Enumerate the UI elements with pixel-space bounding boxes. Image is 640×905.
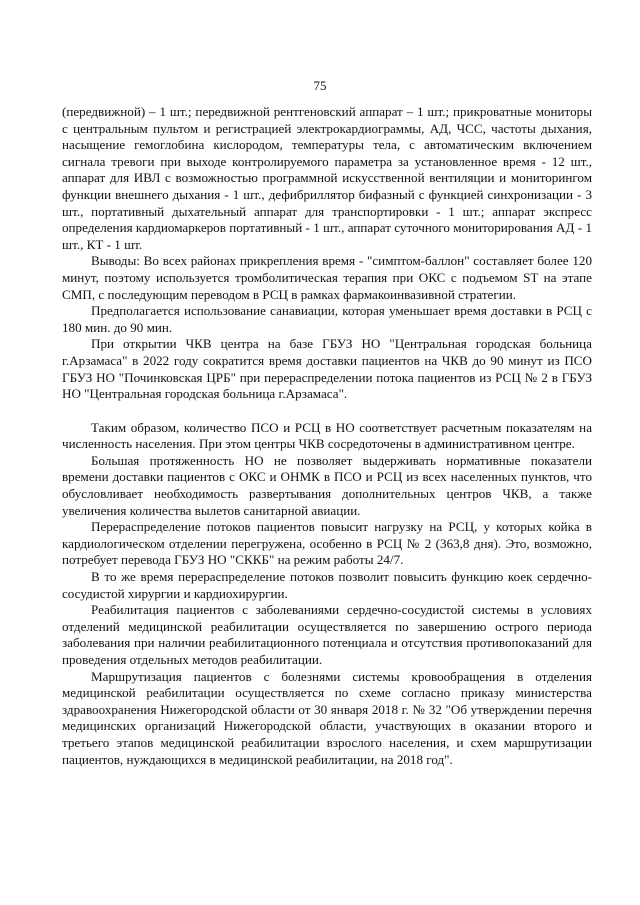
- paragraph-distance: Большая протяженность НО не позволяет выдерживать нормативные показатели времени доставки пациентов с ОКС и ОНМК в ПСО и РСЦ из всех населенных пунктов, что обусловливает необходимость развертывания дополнительных центров ЧКВ, а также увеличения количества вылетов санитарной авиации.: [62, 452, 592, 518]
- paragraph-summary: Таким образом, количество ПСО и РСЦ в НО соответствует расчетным показателям на численность населения. При этом центры ЧКВ сосредоточены в административном центре.: [62, 419, 592, 452]
- paragraph-gap: [62, 403, 592, 420]
- paragraph-bed-function: В то же время перераспределение потоков позволит повысить функцию коек сердечно-сосудистой хирургии и кардиохирургии.: [62, 569, 592, 601]
- paragraph-redistribution: Перераспределение потоков пациентов повысит нагрузку на РСЦ, у которых койка в кардиологическом отделении перегружена, особенно в РСЦ № 2 (363,8 дня). Это, возможно, потребует перевода ГБУЗ НО "СККБ" на режим работы 24/7.: [62, 519, 592, 568]
- paragraph-pci-center: При открытии ЧКВ центра на базе ГБУЗ НО "Центральная городская больница г.Арзамаса" в 2022 году сократится время доставки пациентов на ЧКВ до 90 минут из ПСО ГБУЗ НО "Починковская ЦРБ" при перераспределении потока пациентов из РСЦ № 2 в ГБУЗ НО "Центральная городская больница г.Арзамаса".: [62, 336, 592, 402]
- page-number: 75: [313, 78, 327, 93]
- paragraph-conclusions: Выводы: Во всех районах прикрепления время - "симптом-баллон" составляет более 120 минут, поэтому используется тромболитическая терапия при ОКС с подъемом ST на этапе СМП, с последующим переводом в РСЦ в рамках фармакоинвазивной стратегии.: [62, 253, 592, 302]
- document-body: [62, 68, 592, 768]
- paragraph-sanaviation: Предполагается использование санавиации, которая уменьшает время доставки в РСЦ с 180 мин. до 90 мин.: [62, 303, 592, 335]
- paragraph-equipment-list: (передвижной) – 1 шт.; передвижной рентгеновский аппарат – 1 шт.; прикроватные мониторы с центральным пультом и регистрацией электрокардиограммы, АД, ЧСС, частоты дыхания, насыщение гемоглобина кислородом, температуры тела, с автоматическим включением сигнала тревоги при выходе контролируемого параметра за установленное время - 12 шт., аппарат для ИВЛ с возможностью программной искусственной вентиляции и мониторингом функции внешнего дыхания - 1 шт., дефибриллятор бифазный с функцией синхронизации - 3 шт., портативный дыхательный аппарат для транспортировки - 1 шт.; аппарат экспресс определения кардиомаркеров портативный - 1 шт., аппарат суточного мониторирования АД - 1 шт., КТ - 1 шт.: [62, 104, 592, 252]
- paragraph-routing: Маршрутизация пациентов с болезнями системы кровообращения в отделения медицинской реабилитации осуществляется по схеме согласно приказу министерства здравоохранения Нижегородской области от 30 января 2018 г. № 32 "Об утверждении перечня медицинских организаций Нижегородской области, участвующих в оказании второго и третьего этапов медицинской реабилитации взрослого населения, и схем маршрутизации пациентов, нуждающихся в медицинской реабилитации, на 2018 год".: [62, 668, 592, 767]
- paragraph-rehabilitation: Реабилитация пациентов с заболеваниями сердечно-сосудистой системы в условиях отделений медицинской реабилитации осуществляется по завершению острого периода заболевания при наличии реабилитационного потенциала и отсутствия противопоказаний для проведения отдельных методов реабилитации.: [62, 602, 592, 667]
